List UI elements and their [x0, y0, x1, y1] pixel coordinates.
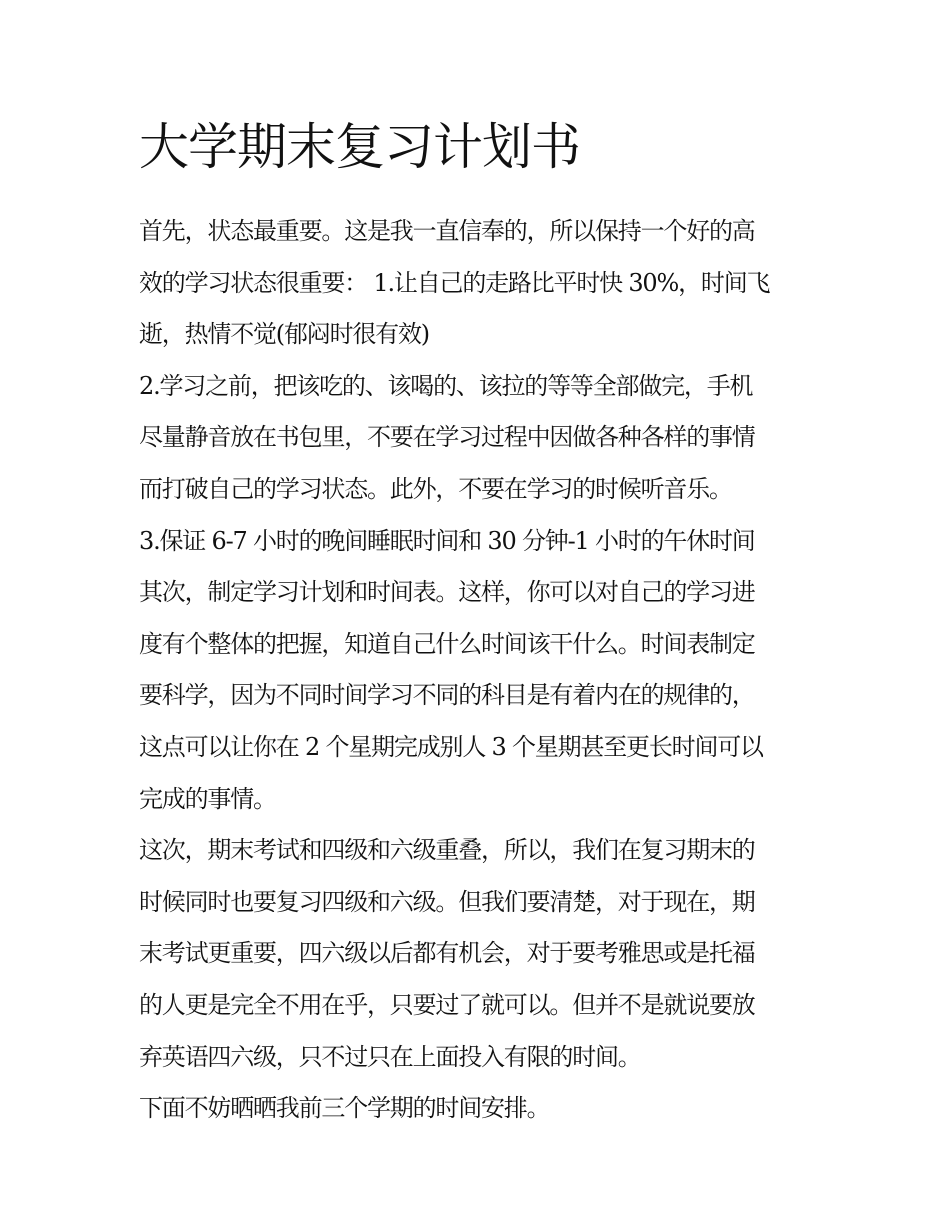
- body-line: 而打破自己的学习状态。此外，不要在学习的时候听音乐。: [139, 474, 732, 503]
- body-line: 效的学习状态很重要： 1.让自己的走路比平时快 30%，时间飞: [139, 268, 770, 297]
- body-line: 这点可以让你在 2 个星期完成别人 3 个星期甚至更长时间可以: [139, 732, 763, 761]
- body-line: 完成的事情。: [139, 784, 276, 813]
- body-line: 尽量静音放在书包里，不要在学习过程中因做各种各样的事情: [139, 423, 755, 452]
- body-line: 末考试更重要，四六级以后都有机会，对于要考雅思或是托福: [139, 939, 755, 968]
- body-line: 其次，制定学习计划和时间表。这样，你可以对自己的学习进: [139, 578, 755, 607]
- body-line: 首先，状态最重要。这是我一直信奉的，所以保持一个好的高: [139, 217, 755, 245]
- body-line: 下面不妨晒晒我前三个学期的时间安排。: [139, 1094, 550, 1123]
- body-line: 的人更是完全不用在乎，只要过了就可以。但并不是就说要放: [139, 990, 755, 1019]
- body-line: 要科学，因为不同时间学习不同的科目是有着内在的规律的，: [139, 681, 755, 710]
- body-line: 度有个整体的把握，知道自己什么时间该干什么。时间表制定: [139, 629, 755, 658]
- body-line: 3.保证 6-7 小时的晚间睡眠时间和 30 分钟-1 小时的午休时间: [139, 526, 755, 555]
- body-line: 弃英语四六级，只不过只在上面投入有限的时间。: [139, 1042, 641, 1071]
- document-body: [139, 206, 814, 1135]
- document-title: 大学期末复习计划书: [139, 118, 580, 176]
- body-line: 时候同时也要复习四级和六级。但我们要清楚，对于现在，期: [139, 887, 755, 916]
- document-content: [139, 112, 814, 1135]
- body-line: 逝，热情不觉(郁闷时很有效): [139, 320, 429, 349]
- body-line: 2.学习之前，把该吃的、该喝的、该拉的等等全部做完，手机: [139, 371, 753, 400]
- body-line: 这次，期末考试和四级和六级重叠，所以，我们在复习期末的: [139, 836, 755, 865]
